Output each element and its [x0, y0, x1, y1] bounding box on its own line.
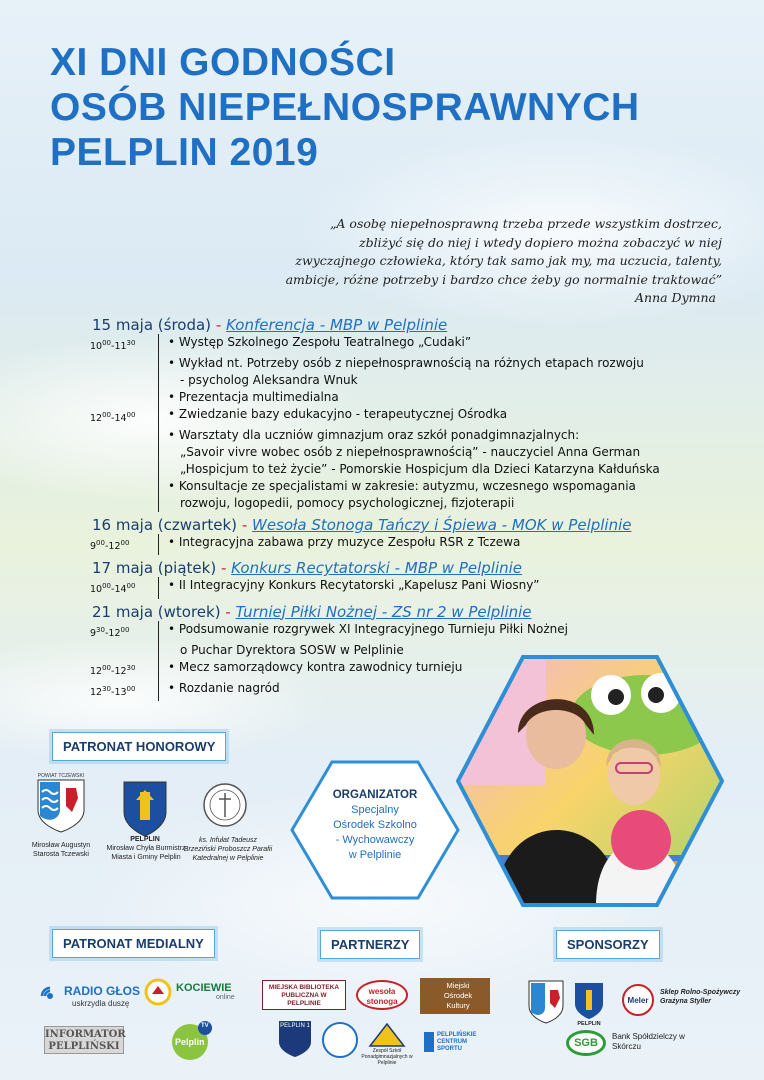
time-part: -14 — [111, 413, 127, 425]
quote-line: zbliżyć się do niej i wtedy dopiero można zobaczyć w niej — [359, 234, 722, 250]
pcs-label: PELPLIŃSKIE CENTRUM SPORTU — [437, 1032, 477, 1052]
time-part: 12 — [90, 665, 103, 677]
day-separator: - — [220, 602, 236, 621]
parish-seal-icon — [202, 782, 248, 828]
radio-glos-subtitle: uskrzydla duszę — [72, 999, 130, 1008]
time-part: 9 — [90, 541, 97, 553]
timeline-bar — [158, 621, 164, 642]
schedule-row — [90, 334, 672, 355]
title-line-1: XI DNI GODNOŚCI — [50, 41, 396, 84]
schedule-row — [90, 577, 672, 598]
day-rows — [90, 534, 672, 555]
honor-caption-1: Mirosław Augustyn Starosta Tczewski — [31, 842, 91, 858]
photo-illustration — [456, 655, 724, 907]
patronat-medialny-label: PATRONAT MEDIALNY — [52, 929, 215, 958]
schedule-time — [90, 577, 158, 598]
time-part: 00 — [102, 663, 112, 672]
timeline-bar — [158, 495, 164, 512]
day-heading — [92, 603, 672, 621]
kociewie-logo — [144, 978, 244, 1010]
timeline-bar — [158, 577, 164, 598]
sgb-logo: SGB — [566, 1030, 606, 1056]
time-part: 00 — [126, 582, 136, 591]
day-date: 16 maja (czwartek) — [92, 516, 238, 535]
timeline-bar — [158, 334, 164, 355]
quote-author: Anna Dymna — [635, 290, 716, 305]
time-part: 00 — [102, 411, 112, 420]
kociewie-title: KOCIEWIE — [176, 982, 232, 994]
mbp-logo: MIEJSKA BIBLIOTEKA PUBLICZNA W PELPLINIE — [262, 980, 346, 1010]
schedule-row — [90, 427, 672, 444]
schedule-time — [90, 427, 158, 444]
schedule-text: • Integracyjna zabawa przy muzyce Zespołu RSR z Tczewa — [168, 535, 521, 550]
schedule-time — [90, 680, 158, 701]
schedule-time — [90, 444, 158, 461]
schedule-text: o Puchar Dyrektora SOSW w Pelplinie — [180, 642, 404, 657]
time-part: 00 — [126, 411, 136, 420]
pelplin-1-logo — [278, 1020, 312, 1058]
radio-wave-icon — [38, 984, 62, 1008]
time-part: 12 — [90, 687, 103, 699]
day-separator: - — [216, 559, 232, 578]
timeline-bar — [158, 642, 164, 659]
organizator-hexagon — [290, 760, 460, 900]
schedule-row — [90, 621, 672, 642]
timeline-bar — [158, 461, 164, 478]
schedule-time — [90, 621, 158, 642]
sponsorzy-label: SPONSORZY — [556, 930, 660, 959]
day-rows — [90, 577, 672, 598]
time-part: 00 — [120, 625, 130, 634]
kociewie-icon — [144, 978, 172, 1006]
partnerzy-label: PARTNERZY — [320, 930, 420, 959]
organizator-line: Specjalny — [351, 804, 399, 816]
timeline-bar — [158, 534, 164, 555]
pelplin-tv-logo — [170, 1020, 214, 1062]
day-rows — [90, 334, 672, 512]
radio-glos-logo — [38, 982, 141, 1012]
time-part: -14 — [111, 584, 127, 596]
schedule-row — [90, 478, 672, 495]
schedule-time — [90, 642, 158, 659]
schedule-text: • Mecz samorządowcy kontra zawodnicy turnieju — [168, 659, 463, 674]
pelplin-crest-icon — [122, 780, 168, 838]
kociewie-subtitle: online — [216, 994, 235, 1001]
schedule-row — [90, 372, 672, 389]
sponsor-pelplin-crest-icon — [574, 982, 604, 1022]
schedule-time — [90, 406, 158, 427]
time-part: 00 — [96, 539, 105, 548]
sklep-styller-label: Sklep Rolno-Spożywczy Grażyna Styller — [660, 989, 741, 1005]
schedule-text: • Prezentacja multimedialna — [168, 390, 339, 405]
schedule-text: • Rozdanie nagród — [168, 680, 280, 695]
schedule-text: • Konsultacje ze specjalistami w zakresie: autyzmu, wczesnego wspomagania — [168, 479, 636, 494]
day-date: 17 maja (piątek) — [92, 559, 217, 578]
title-line-2: OSÓB NIEPEŁNOSPRAWNYCH — [50, 86, 640, 129]
day-event-link[interactable]: Konferencja - MBP w Pelplinie — [226, 316, 448, 334]
schedule-row — [90, 534, 672, 555]
time-part: 00 — [126, 684, 136, 693]
time-part: 00 — [120, 539, 130, 548]
schedule-text: - psycholog Aleksandra Wnuk — [180, 373, 358, 388]
schedule-row — [90, 444, 672, 461]
day-event-link[interactable]: Turniej Piłki Nożnej - ZS nr 2 w Pelplinie — [235, 602, 532, 621]
timeline-bar — [158, 406, 164, 427]
pcs-logo — [424, 1032, 484, 1056]
time-part: 00 — [102, 339, 112, 347]
day-separator: - — [237, 516, 252, 535]
pelplin-tv-title: Pelplin — [175, 1037, 205, 1047]
schedule-row — [90, 389, 672, 406]
time-part: 00 — [102, 582, 112, 591]
radio-glos-title: RADIO GŁOS — [64, 984, 141, 998]
informator-title: INFORMATOR — [45, 1029, 126, 1040]
schedule-time — [90, 659, 158, 680]
schedule-text: „Savoir vivre wobec osób z niepełnosprawnością” - nauczyciel Anna German — [180, 445, 641, 460]
schedule-time — [90, 478, 158, 495]
schedule-row — [90, 355, 672, 372]
powiat-tczewski-crest-icon — [34, 770, 88, 834]
patronat-honorowy-label: PATRONAT HONOROWY — [52, 732, 226, 761]
schedule-text: • II Integracyjny Konkurs Recytatorski „Kapelusz Pani Wiosny” — [168, 578, 540, 593]
schedule-time — [90, 355, 158, 372]
time-part: 12 — [90, 413, 103, 425]
quote-line: zwyczajnego człowieka, który tak samo jak my, ma uczucia, talenty, — [295, 253, 722, 268]
schedule-text: • Występ Szkolnego Zespołu Teatralnego „Cudaki” — [168, 335, 472, 349]
day-heading — [92, 559, 672, 577]
photo-hexagon — [456, 655, 724, 907]
pelplin-crest-label: PELPLIN — [130, 836, 160, 843]
timeline-bar — [158, 389, 164, 406]
timeline-bar — [158, 372, 164, 389]
informator-subtitle: PELPLIŃSKI — [48, 1041, 120, 1052]
schedule-text: „Hospicjum to też życie” - Pomorskie Hospicjum dla Dzieci Katarzyna Kałduńska — [180, 462, 660, 477]
timeline-bar — [158, 444, 164, 461]
timeline-bar — [158, 478, 164, 495]
day-heading — [92, 316, 672, 334]
timeline-bar — [158, 427, 164, 444]
time-part: 30 — [96, 625, 105, 634]
sponsor-crest-icon — [528, 980, 564, 1024]
schedule-time — [90, 461, 158, 478]
sponsor-pelplin-label: PELPLIN — [577, 1021, 601, 1027]
day-date: 15 maja (środa) — [92, 316, 212, 334]
schedule-time — [90, 534, 158, 555]
time-part: 9 — [90, 627, 97, 639]
informator-logo — [44, 1026, 124, 1054]
schedule-text: rozwoju, logopedii, pomocy psychologicznej, fizjoterapii — [180, 496, 515, 511]
pelplin-tv-badge: TV — [201, 1023, 209, 1029]
organizator-line: w Pelplinie — [348, 849, 402, 861]
time-part: 10 — [90, 584, 103, 596]
schedule-time — [90, 495, 158, 512]
day-separator: - — [211, 316, 226, 334]
zsp-logo — [360, 1020, 414, 1066]
day-date: 21 maja (wtorek) — [92, 602, 221, 621]
zsp-emblem-icon — [360, 1020, 414, 1048]
pelplin-1-label: PELPLIN 1 — [280, 1023, 310, 1029]
schedule-time — [90, 389, 158, 406]
time-part: -12 — [104, 627, 121, 639]
timeline-bar — [158, 355, 164, 372]
schedule-text: • Warsztaty dla uczniów gimnazjum oraz szkół ponadgimnazjalnych: — [168, 428, 580, 443]
day-heading — [92, 516, 672, 534]
schedule-time — [90, 372, 158, 389]
powiat-label: POWIAT TCZEWSKI — [37, 773, 85, 779]
timeline-bar — [158, 680, 164, 701]
quote-line: „A osobę niepełnosprawną trzeba przede wszystkim dostrzec, — [329, 216, 722, 231]
timeline-bar — [158, 659, 164, 680]
schedule-row — [90, 495, 672, 512]
time-part: -12 — [104, 541, 121, 553]
organizator-heading: ORGANIZATOR — [332, 789, 418, 801]
mok-logo: Miejski Ośrodek Kultury — [420, 978, 490, 1014]
schedule-time — [90, 334, 158, 355]
honor-caption-2: Mirosław Chyła Burmistrz Miasta i Gminy Pelplin — [106, 845, 186, 861]
organizator-line: Ośrodek Szkolno — [333, 819, 417, 831]
quote — [282, 215, 722, 308]
schedule-row — [90, 461, 672, 478]
schedule-text: • Podsumowanie rozgrywek XI Integracyjnego Turnieju Piłki Nożnej — [168, 621, 568, 636]
day-event-link[interactable]: Konkurs Recytatorski - MBP w Pelplinie — [231, 559, 523, 578]
wesola-stonoga-logo: wesoła stonoga — [356, 980, 408, 1010]
program-schedule — [92, 312, 672, 701]
schedule-text: • Zwiedzanie bazy edukacyjno - terapeutycznej Ośrodka — [168, 407, 508, 422]
time-part: 30 — [126, 339, 136, 347]
sgb-caption: Bank Spółdzielczy w Skórczu — [612, 1032, 685, 1051]
time-part: 30 — [102, 684, 112, 693]
quote-line: ambicje, różne potrzeby i bardzo chce żeby go normalnie traktować” — [285, 271, 722, 287]
poster-title — [50, 40, 640, 175]
honor-caption-3: ks. Infułat Tadeusz Brzeziński Proboszcz Parafii Katedralnej w Pelplinie — [183, 837, 273, 862]
meler-logo: Meler — [622, 984, 654, 1016]
organizator-line: - Wychowawczy — [335, 834, 415, 846]
zsp-caption: Zespół Szkół Ponadgimnazjalnych w Pelplinie — [361, 1048, 413, 1066]
title-line-3: PELPLIN 2019 — [50, 131, 319, 174]
time-part: -12 — [111, 665, 127, 677]
time-part: 30 — [126, 663, 136, 672]
zs2-logo-icon — [322, 1022, 358, 1058]
schedule-text: • Wykład nt. Potrzeby osób z niepełnosprawnością na różnych etapach rozwoju — [168, 356, 644, 371]
time-part: -11 — [111, 341, 127, 353]
day-event-link[interactable]: Wesoła Stonoga Tańczy i Śpiewa - MOK w Pelplinie — [252, 516, 632, 535]
schedule-row — [90, 406, 672, 427]
time-part: -13 — [111, 687, 127, 699]
time-part: 10 — [90, 341, 103, 353]
